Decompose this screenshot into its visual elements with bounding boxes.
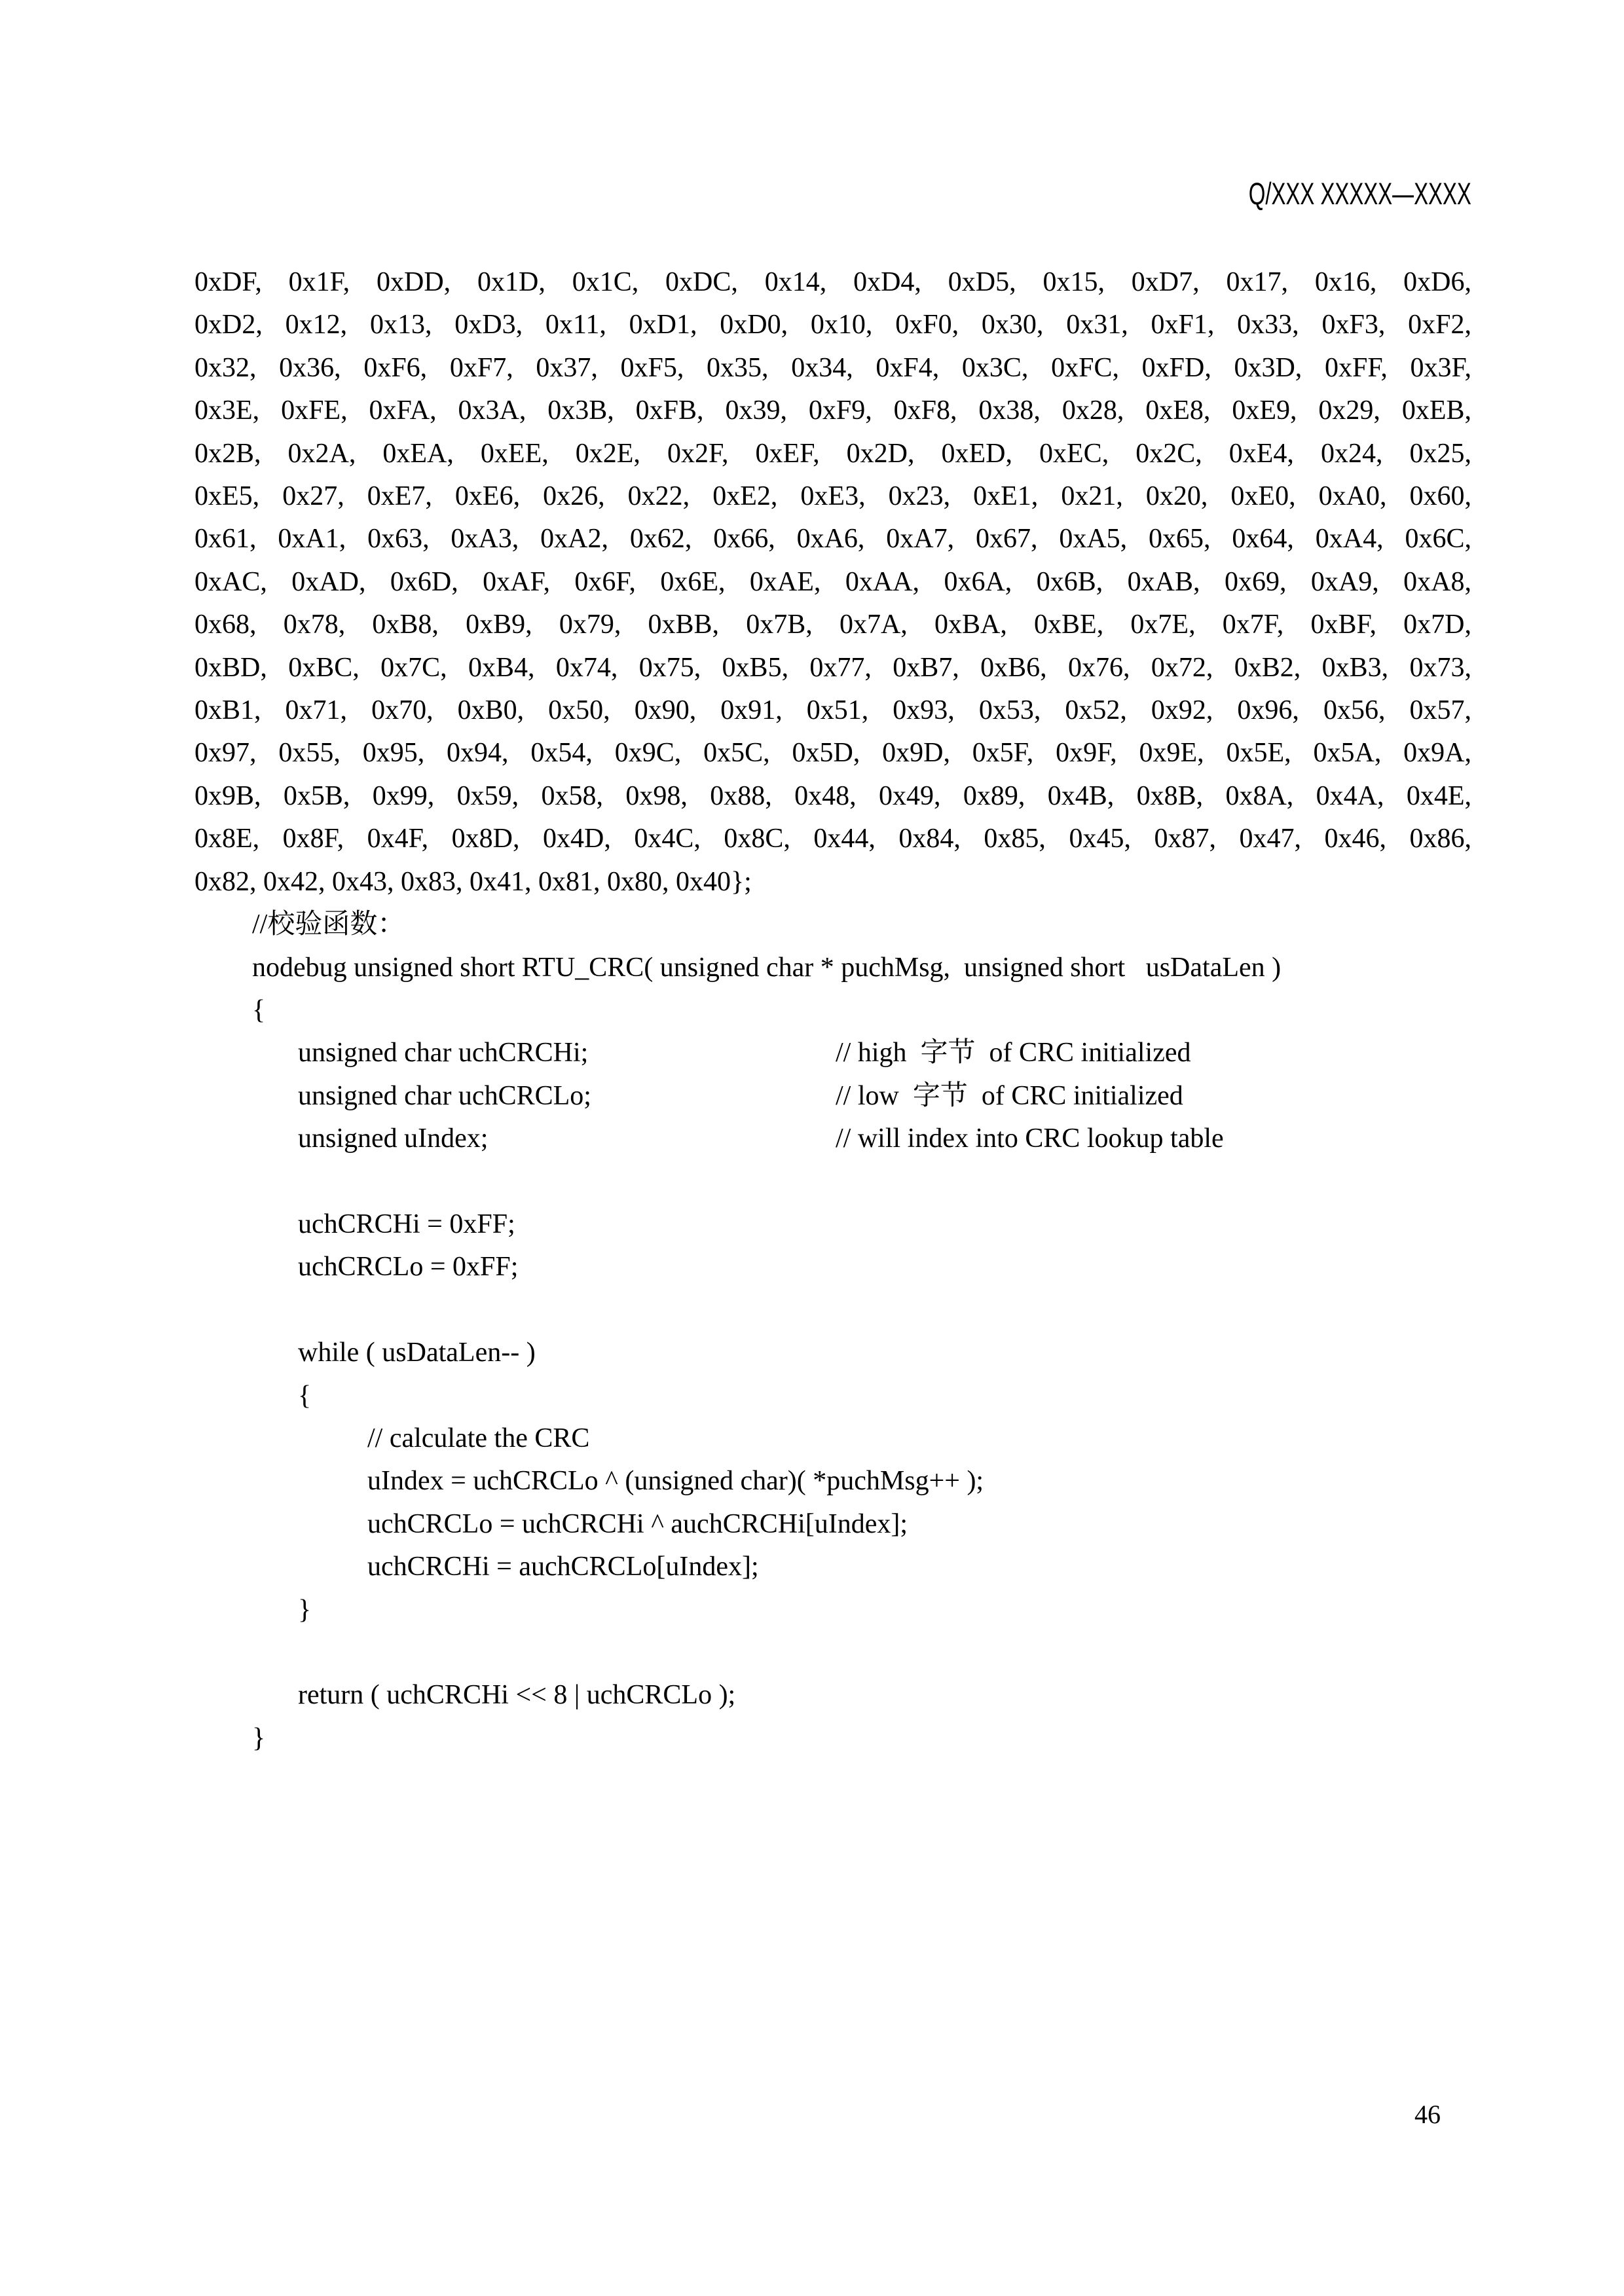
crc-table-row: 0x82, 0x42, 0x43, 0x83, 0x41, 0x81, 0x80, 0x40}; — [194, 866, 752, 897]
crc-table-row: 0x2B, 0x2A, 0xEA, 0xEE, 0x2E, 0x2F, 0xEF, 0x2D, 0xED, 0xEC, 0x2C, 0xE4, 0x24, 0x25, — [194, 438, 1471, 469]
code-text: uIndex = uchCRCLo ^ (unsigned char)( *puchMsg++ ); — [367, 1466, 984, 1497]
crc-table-row: 0x3E, 0xFE, 0xFA, 0x3A, 0x3B, 0xFB, 0x39, 0xF9, 0xF8, 0x38, 0x28, 0xE8, 0xE9, 0x29, 0xEB, — [194, 395, 1471, 426]
page-number: 46 — [1414, 2100, 1441, 2129]
code-text: } — [298, 1594, 312, 1625]
crc-table-row: 0x68, 0x78, 0xB8, 0xB9, 0x79, 0xBB, 0x7B, 0x7A, 0xBA, 0xBE, 0x7E, 0x7F, 0xBF, 0x7D, — [194, 610, 1471, 640]
code-line — [194, 1203, 1471, 1246]
code-line — [194, 1717, 1471, 1760]
code-text: uchCRCLo = 0xFF; — [298, 1252, 519, 1283]
code-line — [194, 1503, 1471, 1546]
code-line — [194, 1674, 1471, 1717]
code-line — [194, 1075, 1471, 1118]
crc-table-row: 0xD2, 0x12, 0x13, 0xD3, 0x11, 0xD1, 0xD0, 0x10, 0xF0, 0x30, 0x31, 0xF1, 0x33, 0xF3, 0xF2, — [194, 310, 1471, 340]
code-line — [194, 1246, 1471, 1288]
code-comment: // will index into CRC lookup table — [836, 1123, 1224, 1154]
code-line — [194, 1589, 1471, 1631]
crc-table-row: 0xBD, 0xBC, 0x7C, 0xB4, 0x74, 0x75, 0xB5, 0x77, 0xB7, 0xB6, 0x76, 0x72, 0xB2, 0xB3, 0x73, — [194, 652, 1471, 683]
crc-table-row: 0xB1, 0x71, 0x70, 0xB0, 0x50, 0x90, 0x91, 0x51, 0x93, 0x53, 0x52, 0x92, 0x96, 0x56, 0x57, — [194, 695, 1471, 726]
code-line — [194, 1332, 1471, 1374]
code-text: unsigned char uchCRCLo; — [298, 1080, 591, 1111]
code-text: nodebug unsigned short RTU_CRC( unsigned char * puchMsg, unsigned short usDataLen ) — [252, 952, 1282, 983]
code-line — [194, 1417, 1471, 1460]
code-line — [194, 947, 1471, 989]
code-text: // calculate the CRC — [367, 1423, 590, 1453]
crc-table-row: 0xAC, 0xAD, 0x6D, 0xAF, 0x6F, 0x6E, 0xAE, 0xAA, 0x6A, 0x6B, 0xAB, 0x69, 0xA9, 0xA8, — [194, 566, 1471, 597]
code-line — [194, 1460, 1471, 1503]
crc-table-row: 0x8E, 0x8F, 0x4F, 0x8D, 0x4D, 0x4C, 0x8C, 0x44, 0x84, 0x85, 0x45, 0x87, 0x47, 0x46, 0x86, — [194, 824, 1471, 854]
blank-line — [194, 1631, 1471, 1674]
crc-table-row: 0x97, 0x55, 0x95, 0x94, 0x54, 0x9C, 0x5C, 0x5D, 0x9D, 0x5F, 0x9F, 0x9E, 0x5E, 0x5A, 0x9A, — [194, 738, 1471, 769]
code-text: { — [298, 1380, 312, 1411]
crc-table-row: 0x9B, 0x5B, 0x99, 0x59, 0x58, 0x98, 0x88, 0x48, 0x49, 0x89, 0x4B, 0x8B, 0x8A, 0x4A, 0x4E, — [194, 780, 1471, 811]
crc-table-row: 0x32, 0x36, 0xF6, 0xF7, 0x37, 0xF5, 0x35, 0x34, 0xF4, 0x3C, 0xFC, 0xFD, 0x3D, 0xFF, 0x3F, — [194, 352, 1471, 383]
code-text: unsigned uIndex; — [298, 1123, 489, 1154]
code-line — [194, 1546, 1471, 1588]
blank-line — [194, 1161, 1471, 1203]
code-line — [194, 1032, 1471, 1074]
code-text: return ( uchCRCHi << 8 | uchCRCLo ); — [298, 1680, 736, 1711]
code-comment: // low 字节 of CRC initialized — [836, 1080, 1183, 1111]
crc-table-row: 0xDF, 0x1F, 0xDD, 0x1D, 0x1C, 0xDC, 0x14, 0xD4, 0xD5, 0x15, 0xD7, 0x17, 0x16, 0xD6, — [194, 267, 1471, 297]
standard-doc-code: Q/XXX XXXXX—XXXX — [1248, 176, 1471, 211]
code-comment: // high 字节 of CRC initialized — [836, 1038, 1191, 1068]
code-text: uchCRCHi = auchCRCLo[uIndex]; — [367, 1552, 759, 1582]
crc-table-row: 0x61, 0xA1, 0x63, 0xA3, 0xA2, 0x62, 0x66, 0xA6, 0xA7, 0x67, 0xA5, 0x65, 0x64, 0xA4, 0x6C, — [194, 524, 1471, 555]
code-text: } — [252, 1722, 266, 1753]
code-text: uchCRCLo = uchCRCHi ^ auchCRCHi[uIndex]; — [367, 1508, 908, 1539]
blank-line — [194, 1289, 1471, 1332]
code-text: while ( usDataLen-- ) — [298, 1338, 536, 1368]
crc-table-row: 0xE5, 0x27, 0xE7, 0xE6, 0x26, 0x22, 0xE2, 0xE3, 0x23, 0xE1, 0x21, 0x20, 0xE0, 0xA0, 0x60, — [194, 481, 1471, 512]
code-line — [194, 989, 1471, 1032]
code-text: { — [252, 994, 266, 1025]
code-line — [194, 903, 1471, 946]
code-text: uchCRCHi = 0xFF; — [298, 1209, 515, 1239]
code-text: unsigned char uchCRCHi; — [298, 1038, 589, 1068]
code-line — [194, 1118, 1471, 1160]
page-body — [194, 261, 1471, 1760]
code-line — [194, 1375, 1471, 1417]
code-text: //校验函数： — [252, 909, 405, 940]
